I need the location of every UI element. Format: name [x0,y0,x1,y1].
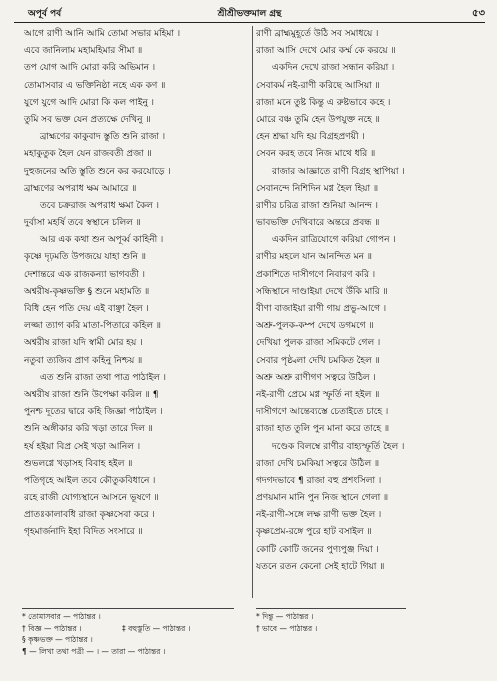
verse-line: লজ্জা ত্যাগ করি মাতা-পিতারে কহিল ॥ [24,321,161,332]
verse-line: পতিগৃহে আইল তবে কৌতুকবিধানে । [24,475,156,486]
verse-line: যতনে রতন কেনো সেই হাটে গিয়া ॥ [256,561,385,572]
verse-line: এবে জানিলাম মহামহিমার সীমা ॥ [24,46,143,57]
footnote-line [22,623,234,635]
verse-line: তুমি সব ভক্ত যেন প্রত্যক্ষে দেখিনু ॥ [24,114,151,125]
footnote-text: ‡ বহুস্তুতি — পাঠান্তর । [122,623,191,633]
verse-line: তপ যোগ আদি মোরা করি অভিমান । [24,63,156,74]
verse-line: একদিন রাত্রিযোগে করিয়া গোপন । [272,235,396,246]
verse-line: মোরে বঞ্চ তুমি হেন উপযুক্ত নহে ॥ [256,114,380,125]
footnote-line [22,646,234,658]
verse-line: বিধি হেন পতি দেয় এই বাঞ্ছা হৈল । [24,304,149,314]
verse-line: রাণীর চরিত্র রাজা শুনিয়া আনন্দ । [256,200,378,211]
verse-line: নই-রাণী প্রেমে মগ্ন স্ফূর্তি না হইল ॥ [256,389,380,400]
verse-line: দুর্বাসা মহর্ষি তবে স্বস্থানে চলিল ॥ [24,218,141,229]
verse-line: অশ্বরীষ রাজা শুনি উপেক্ষা করিল ॥ ¶ [24,389,159,400]
verse-line: রহে রাজী যোগ্যস্থানে আসনে ভূষণে ॥ [24,493,159,504]
verse-line: নতুবা ত্যজিব প্রাণ কহিনু নিশ্চয় ॥ [24,355,143,366]
verse-line: দাসীগণে আন্তেব্যস্তে চেতাইতে চাহে । [256,407,389,418]
verse-line: সন্ধিস্থানে দাণ্ডাইয়া দেখে উঁকি মারি ॥ [256,286,388,297]
footnote-text: § কৃষ্ণভক্ত — পাঠান্তর । [22,635,93,644]
verse-line: রাজা দেখি চমকিয়া সত্বরে উঠিল ॥ [256,458,380,469]
running-header [14,6,485,23]
verse-line: হর্ষ হইয়া বিপ্র সেই খড়া আনিল । [24,441,141,452]
verse-line: মহাকুতুক হৈল যেন রাজবতী প্রজা ॥ [24,149,152,160]
verse-line: তবে চক্ররাজ অপরাধ ক্ষমা কৈল । [40,200,159,211]
verse-line: বীণা বাজাইয়া রাণী গায় প্রভু-আগে । [256,304,387,314]
verse-line: গদগদভাবে ¶ রাজা বহু প্রশংসিলা । [256,475,382,486]
verse-line: শুভলগ্নে খড়াসহ বিবাহ হইল ॥ [24,458,133,469]
verse-line: সেবানন্দে নিশিদিন মগ্ন হৈল হিয়া ॥ [256,183,379,194]
footnote-line: † ভাবে — পাঠান্তর । [256,623,318,633]
footnotes-right [256,608,406,634]
footnote-line [22,611,234,623]
verse-line: রাজা মনে তুষ্ট কিন্তু এ রুষ্টভাবে কহে । [256,97,391,108]
footnote-line [22,634,234,646]
verse-line: রাজার আজ্ঞাতে রাণী বিগ্রহ স্থাপিয়া । [272,166,405,177]
footnote-text: * তোমাসবার — পাঠান্তর । [22,612,101,621]
verse-line: রাজা আসি দেখে মোর কর্ম্ম কে করয়ে ॥ [256,46,396,57]
verse-line: কোটি কোটি জনের পুণ্যপুঞ্জ দিয়া । [256,544,379,555]
column-divider [252,26,253,598]
verse-line: প্রণয়মান মানি পুন নিজ স্থানে গেলা ॥ [256,493,389,504]
verse-line: পুনশ্চ দূতের দ্বারে কহি জিজ্ঞা পাঠাইল । [24,407,163,418]
verse-line: অশ্বরীষ-কৃষ্ণভক্তি § শুনে মহামতি ॥ [24,286,150,297]
verse-body [14,26,485,598]
header-book-title: শ্রীশ্রীভক্তমাল গ্রন্থ [217,9,282,19]
verse-line: রাণী ব্রাহ্মমুহূর্তে উঠি সব সমাধয়ে । [256,29,379,39]
verse-line: হেন শ্রদ্ধা যদি হয় বিগ্রহপ্রণয়ী । [256,132,365,143]
verse-line: সেবাকর্ম নই-রাণী করিছে আসিয়া ॥ [256,80,380,91]
verse-line: শুনি অঙ্গীকার করি খড়া তারে দিল ॥ [24,424,153,435]
verse-line: প্রাতঃকালাবধি রাজা কৃষ্ণসেবা করে । [24,510,155,521]
verse-line: সেবার পৃষ্ঠ্বলা দেখি চমকিত হৈল ॥ [256,355,380,366]
verse-line: দুহুজনের অতি স্তুতি শুনে কর করযোড়ে । [24,166,171,177]
verse-line: আগে রাণী আনি আমি তোমা সভার মহিমা । [24,29,181,39]
verse-line: দেখিয়া পুলক রাজা সমিকটে গেল । [256,338,381,349]
footnote-line: * দিন্তু — পাঠান্তর । [256,612,314,621]
verse-line: ভাবভক্তি দেখিবারে অন্তরে প্রবন্ধ ॥ [256,218,380,229]
verse-line: আর এক কথা শুন অপূর্ব্ব কাহিনী । [40,235,164,246]
verse-line: নই-রাণী-সঙ্গে লক্ষ রাণী ভক্ত হৈল । [256,510,382,521]
verse-line: যুগে যুগে আদি মোরা কি কল পাইনু । [24,97,154,108]
verse-line: রাণীর মহলে যান আনন্দিত মন ॥ [256,252,372,263]
verse-line: ব্রাহ্মণের অপরাধ ক্ষম আমারে ॥ [24,183,137,194]
footnote-text: † বিজ্ঞ — পাঠান্তর । [22,623,82,633]
verse-line: দেশান্তরে এক রাজকন্যা ভাগবতী । [24,269,145,280]
verse-line: অশ্রু-পুলক-কম্প দেখে ডগমগে ॥ [256,321,374,332]
header-section-title: অপূর্ব পর্ব [28,9,62,19]
right-column [256,26,485,598]
verse-line: প্রকাশিতে দাসীগণে নিবারণ করি । [256,269,376,280]
verse-line: রাজা হাত তুলি পুন মানা করে তাহে ॥ [256,424,390,435]
verse-line: কৃষ্ণে দৃঢ়মতি উপজয়ে যাহা শুনি ॥ [24,252,146,263]
page-number: ৫৩ [472,8,485,19]
verse-line: অশ্রু অশ্রু রাণীগণ সত্বরে উঠিল । [256,372,376,383]
verse-line: অশ্বরীষ রাজা যদি স্বামী মোর হয় । [24,338,143,349]
verse-line: একদিন দেখে রাজা সন্ধান করিয়া । [272,63,395,74]
verse-line: ব্রাহ্মণের কাকুবাদ স্তুতি শুনি রাজা । [40,132,166,143]
verse-line: এত শুনি রাজা তথা পাত্র পাঠাইল । [40,372,166,383]
verse-line: গৃহমার্জনাদি ইহা বিদিত সংসারে ॥ [24,527,143,538]
footnote-text: ¶ — লিখা তথা পত্রী — । — তারা — পাঠান্তর । [22,646,166,656]
footnotes-left [22,608,234,657]
verse-line: দণ্ডেক বিলম্বে রাণীর বাহ্যস্ফূর্তি হৈল । [272,441,405,452]
left-column [24,26,250,598]
verse-line: কৃষ্ণপ্রেম-রঙ্গে পুরে হাট বসাইল ॥ [256,527,372,538]
verse-line: তোমাসবার এ ভক্তিনিষ্ঠা নহে এক কণ ॥ [24,80,166,91]
verse-line: সেবন করহ তবে নিজ মাথে ধরি ॥ [256,149,376,160]
